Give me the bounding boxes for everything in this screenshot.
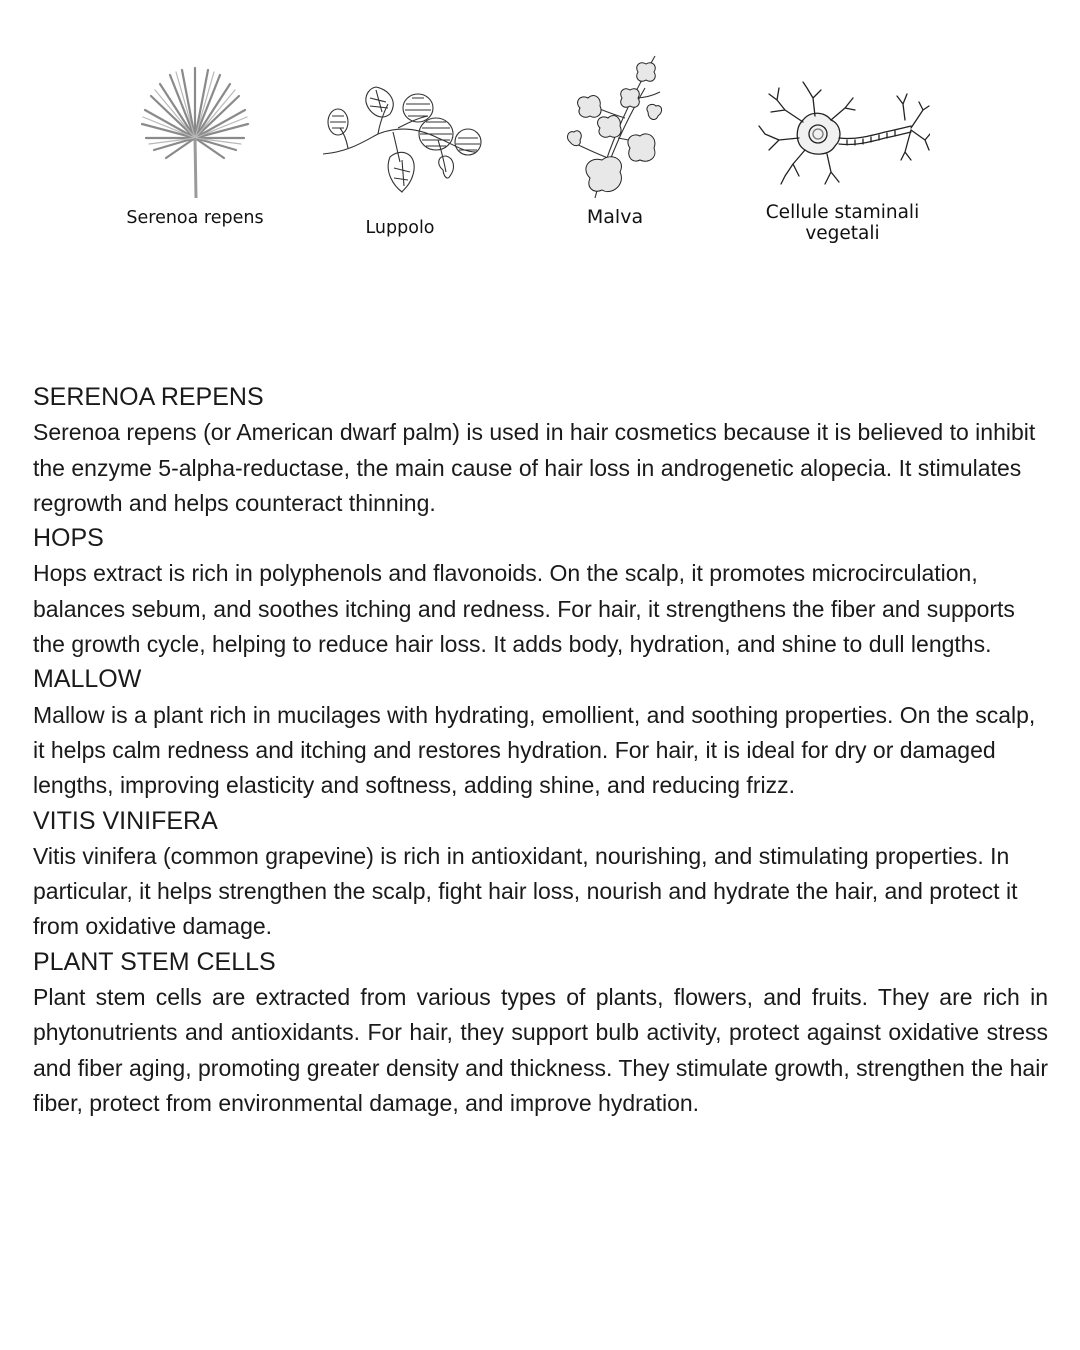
section-vitis-vinifera (33, 804, 1048, 945)
palm-leaf-icon (140, 60, 250, 200)
section-mallow (33, 662, 1048, 803)
illustration-luppolo (315, 82, 485, 239)
section-plant-stem-cells (33, 945, 1048, 1121)
section-text: Mallow is a plant rich in mucilages with hydrating, emollient, and soothing properties. On the scalp, it helps calm redness and itching and restores hydration. For hair, it is ideal for dry or damaged lengths, improving elasticity and softness, adding shine, and reducing frizz. (33, 701, 1036, 799)
section-text: Vitis vinifera (common grapevine) is rich in antioxidant, nourishing, and stimulating properties. In particular, it helps strengthen the scalp, fight hair loss, nourish and hydrate the hair, and protect it from oxidative damage. (33, 842, 1018, 940)
illustration-caption: Luppolo (365, 218, 435, 238)
section-text: Hops extract is rich in polyphenols and flavonoids. On the scalp, it promotes microcirculation, balances sebum, and soothes itching and redness. For hair, it strengthens the fiber and supports the growth cycle, helping to reduce hair loss. It adds body, hydration, and shine to dull lengths. (33, 560, 1015, 658)
section-title: PLANT STEM CELLS (33, 947, 276, 976)
stem-cell-icon (755, 80, 930, 188)
illustration-caption: Malva (586, 206, 644, 228)
ingredients-descriptions (33, 380, 1048, 1121)
illustration-cellule-staminali (745, 80, 940, 244)
mallow-plant-icon (560, 48, 670, 203)
section-hops (33, 521, 1048, 662)
illustration-serenoa-repens (110, 60, 280, 229)
section-title: MALLOW (33, 665, 142, 694)
section-title: SERENOA REPENS (33, 383, 264, 411)
section-title: HOPS (33, 524, 104, 553)
section-text: Serenoa repens (or American dwarf palm) is used in hair cosmetics because it is believed to inhibit the enzyme 5-alpha-reductase, the main cause of hair loss in androgenetic alopecia. It stimulates regrowth and helps counteract thinning. (33, 419, 1036, 516)
section-text: Plant stem cells are extracted from various types of plants, flowers, and fruits. They are rich in phytonutrients and antioxidants. For hair, they support bulb activity, protect against oxidative stress and fiber aging, promoting greater density and thickness. They stimulate growth, strengthen the hair fiber, protect from environmental damage, and improve hydration. (33, 984, 1048, 1116)
ingredient-illustrations (0, 0, 1080, 260)
section-serenoa-repens (33, 380, 1048, 521)
section-title: VITIS VINIFERA (33, 806, 218, 835)
hops-icon (318, 82, 483, 194)
illustration-caption-line2: vegetali (805, 223, 880, 244)
illustration-malva (545, 48, 685, 228)
illustration-caption-line1: Cellule staminali (765, 202, 920, 223)
illustration-caption: Serenoa repens (126, 208, 264, 228)
